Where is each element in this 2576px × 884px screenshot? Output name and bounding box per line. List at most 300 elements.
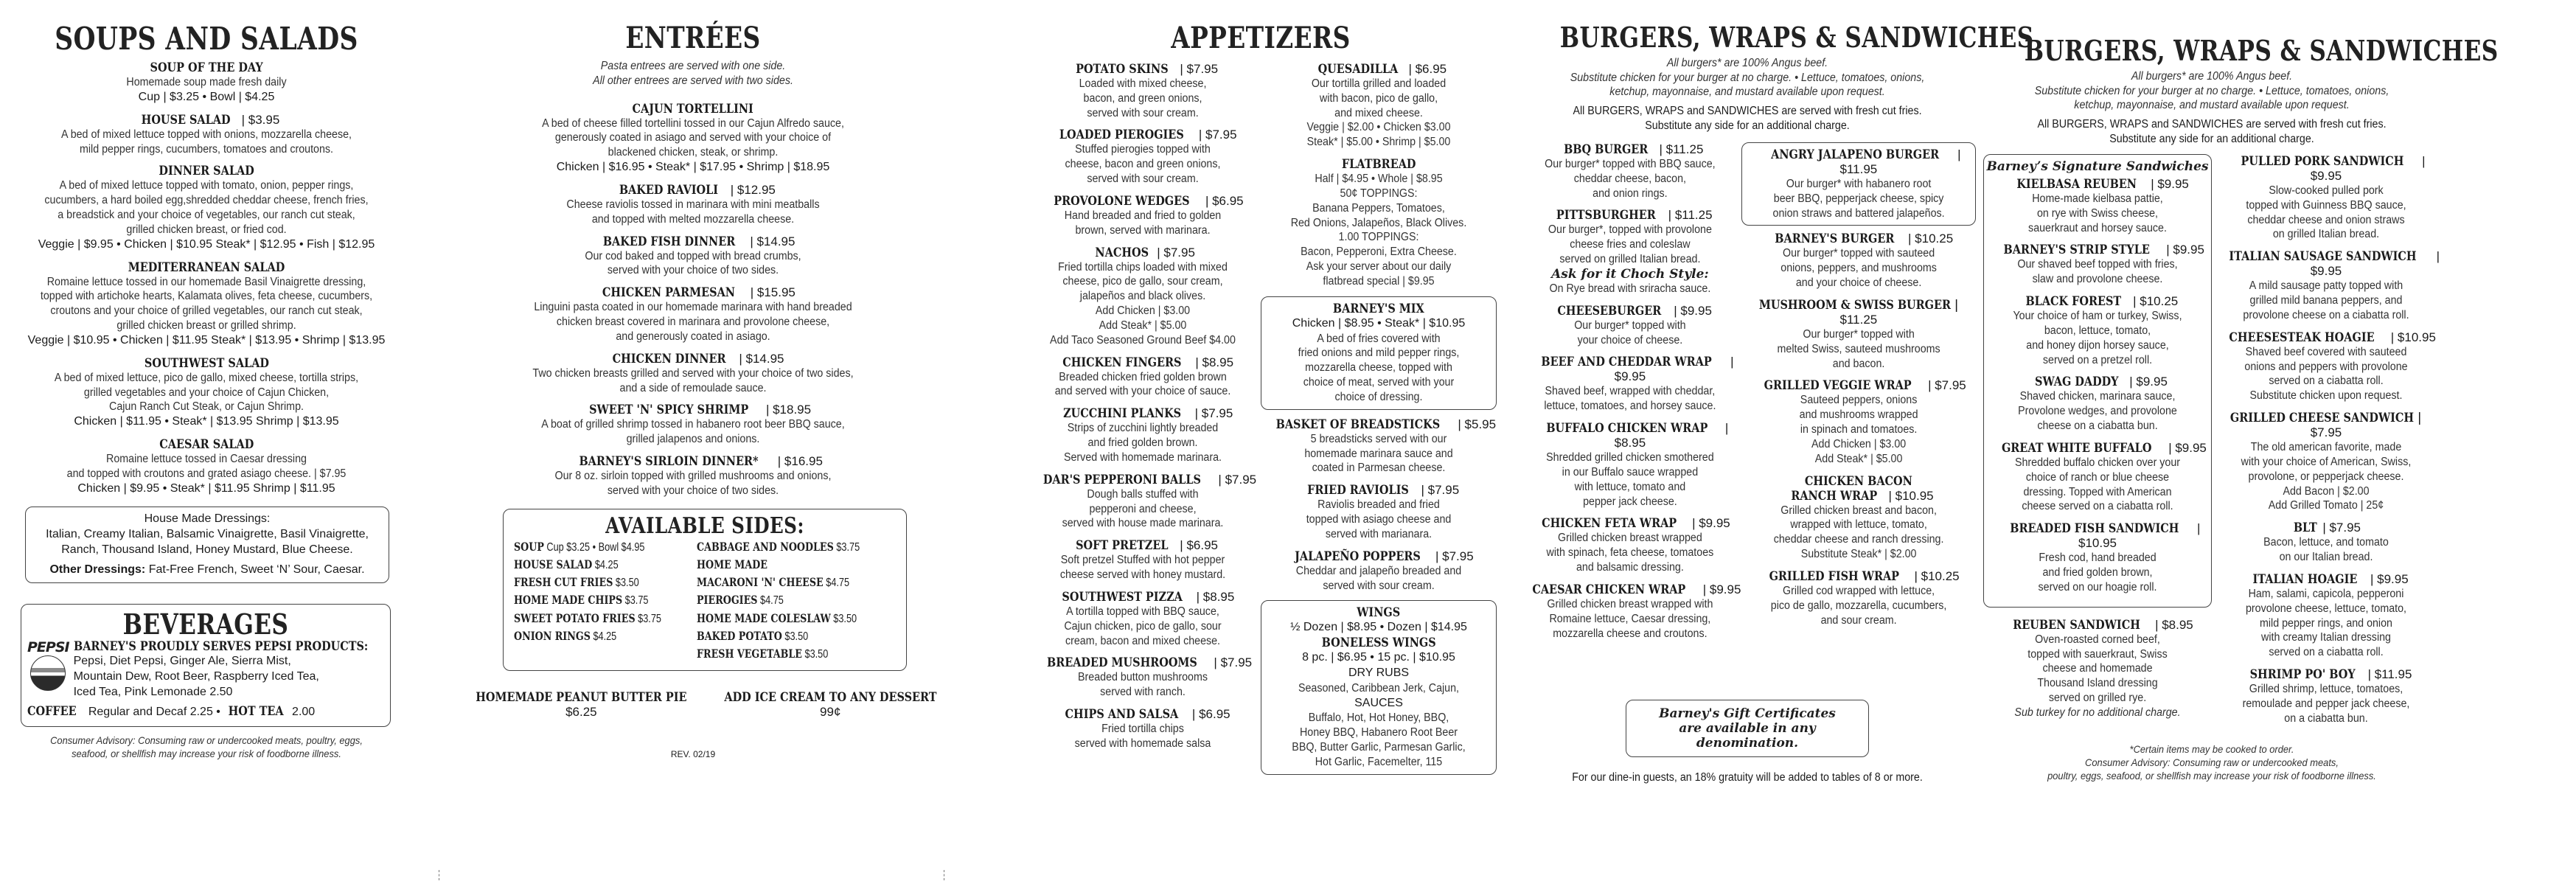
item-price: $11.25 — [1839, 312, 1878, 327]
item-name: SOUTHWEST SALAD — [144, 355, 269, 371]
burger-notes-italic — [1537, 56, 1957, 100]
item-desc: cheese, bacon and green onions, — [1065, 158, 1221, 171]
item-price: | $9.95 — [2310, 153, 2426, 183]
item-heading — [1985, 521, 2210, 551]
item-desc: The old american favorite, made — [2250, 441, 2402, 454]
item-heading — [1741, 569, 1976, 584]
item-desc: Add Taco Seasoned Ground Beef $4.00 — [1050, 333, 1236, 347]
item-desc: a breadstick and your choice of vegetables, our ranch cut steak, — [58, 209, 355, 222]
text-line: ketchup, mayonnaise, and mustard available upon request. — [1609, 86, 1885, 99]
item-price: | $7.95 — [1417, 483, 1460, 498]
item-desc: Veggie | $2.00 • Chicken $3.00 — [1306, 121, 1451, 134]
item-desc: Our burger*, topped with provolone — [1548, 223, 1712, 237]
item-price: | $18.95 — [762, 403, 812, 417]
item-desc: topped with Guinness BBQ sauce, — [2246, 198, 2406, 212]
item-desc: Substitute Steak* | $2.00 — [1800, 548, 1917, 561]
menu-item — [1519, 208, 1741, 296]
menu-item — [457, 285, 929, 344]
item-desc: Fried tortilla chips — [1101, 723, 1184, 736]
item-desc: Romaine lettuce, Caesar dressing, — [1549, 612, 1711, 625]
text-line: Hot Garlic, Facemelter, 115 — [1315, 755, 1443, 768]
item-desc: Add Bacon | $2.00 — [2283, 484, 2370, 498]
dressings-box — [25, 507, 389, 582]
item-prices: Chicken | $9.95 • Steak* | $11.95 Shrimp | $11.95 — [77, 481, 335, 495]
page-appetizers — [1010, 0, 1511, 884]
menu-item — [0, 260, 413, 349]
side-item — [514, 574, 664, 591]
item-desc: A mild sausage patty topped with — [2249, 279, 2403, 293]
menu-item — [1025, 473, 1261, 531]
side-price: $4.25 — [592, 558, 619, 571]
item-heading — [2212, 249, 2440, 279]
item-name: NACHOS — [1095, 245, 1149, 260]
item-name: BARNEY'S STRIP STYLE — [2003, 243, 2150, 258]
item-desc: grilled chicken breast or grilled shrimp. — [116, 319, 296, 333]
item-price: | $11.95 — [2364, 667, 2412, 681]
menu-item — [1261, 549, 1497, 594]
menu-item — [1741, 232, 1976, 290]
text-line: BBQ, Butter Garlic, Parmesan Garlic, — [1292, 741, 1466, 754]
sandwich-footer — [2002, 743, 2422, 783]
menu-item — [2212, 330, 2440, 403]
item-desc: cheddar cheese and ranch dressing. — [1773, 533, 1944, 546]
item-desc: cheddar cheese, bacon, — [1573, 172, 1687, 185]
text-line: Substitute any side for an additional charge. — [2109, 133, 2314, 146]
item-price: | $14.95 — [746, 234, 796, 248]
item-name: JALAPEÑO POPPERS — [1295, 549, 1421, 564]
item-name: RANCH WRAP — [1791, 488, 1878, 504]
side-item — [697, 591, 860, 609]
item-desc: Our cod baked and topped with bread crumbs, — [585, 249, 801, 262]
item-desc: A tortilla topped with BBQ sauce, — [1066, 605, 1219, 618]
item-name: CAESAR SALAD — [159, 436, 254, 452]
item-prices: Cup | $3.25 • Bowl | $4.25 — [138, 91, 275, 104]
item-price: | $9.95 — [1614, 355, 1734, 384]
page-soups-salads — [0, 0, 413, 884]
item-price: | $9.95 — [1688, 516, 1730, 531]
item-desc: coated in Parmesan cheese. — [1312, 462, 1446, 475]
item-name: BBQ BURGER — [1564, 142, 1649, 157]
menu-item — [0, 356, 413, 430]
item-desc: Home-made kielbasa pattie, — [2032, 192, 2163, 205]
item-desc: cheese fries and coleslaw — [1570, 238, 1691, 251]
item-desc: pepper jack cheese. — [1583, 495, 1677, 508]
item-name: GRILLED FISH WRAP — [1769, 568, 1900, 584]
item-price: | $6.95 — [1404, 62, 1447, 76]
boneless-wings-prices: 8 pc. | $6.95 • 15 pc. | $10.95 — [1302, 651, 1455, 664]
item-name: BEEF AND CHEDDAR WRAP — [1541, 355, 1712, 370]
item-price: | $9.95 — [2162, 243, 2204, 257]
side-name: SWEET POTATO FRIES — [514, 610, 636, 625]
side-name: MACARONI 'N' CHEESE — [697, 575, 824, 590]
item-desc: Two chicken breasts grilled and served with your choice of two sides, — [532, 366, 854, 380]
side-item — [514, 627, 664, 645]
menu-item — [1519, 421, 1741, 509]
item-desc: and fried golden brown, — [2042, 566, 2153, 580]
item-desc: Banana Peppers, Tomatoes, — [1312, 201, 1445, 215]
item-desc: served with ranch. — [1100, 686, 1186, 699]
item-heading — [457, 454, 929, 469]
text-line: All BURGERS, WRAPS and SANDWICHES are served with fresh cut fries. — [2037, 118, 2387, 131]
item-desc: on our Italian bread. — [2279, 551, 2373, 564]
item-price: | $11.25 — [1655, 142, 1704, 156]
text-line: fried onions and mild pepper rings, — [1298, 347, 1460, 360]
item-desc: Breaded chicken fried golden brown — [1059, 370, 1227, 383]
menu-item — [1261, 483, 1497, 541]
item-desc: provolone cheese on a ciabatta roll. — [2243, 308, 2409, 321]
item-desc: Dough balls stuffed with — [1087, 487, 1199, 501]
side-price: $3.75 — [834, 540, 860, 554]
item-price: | $14.95 — [735, 351, 784, 366]
item-heading — [457, 352, 929, 366]
item-desc: Shredded grilled chicken smothered — [1546, 451, 1714, 464]
text-line: *Certain items may be cooked to order. — [2129, 743, 2294, 756]
signature-sandwiches-box — [1983, 154, 2212, 608]
side-item — [697, 556, 860, 574]
item-price: | $7.95 — [1924, 378, 1966, 393]
menu-item — [1261, 417, 1497, 476]
item-desc: on rye with Swiss cheese, — [2036, 206, 2159, 220]
item-desc: A bed of mixed lettuce topped with onions, mozzarella cheese, — [61, 128, 352, 141]
coffee-price: Regular and Decaf 2.25 • — [85, 705, 224, 718]
sides-title: AVAILABLE SIDES: — [605, 512, 804, 539]
item-name: ITALIAN HOAGIE — [2252, 571, 2358, 587]
side-item — [697, 645, 860, 663]
item-heading — [2212, 667, 2440, 682]
menu-item — [2212, 521, 2440, 565]
item-desc: 5 breadsticks served with our — [1310, 432, 1447, 445]
item-name: PROVOLONE WEDGES — [1054, 193, 1190, 209]
item-heading — [457, 183, 929, 198]
item-desc: Cheese raviolis tossed in marinara with mini meatballs — [566, 198, 820, 211]
menu-item — [457, 102, 929, 175]
item-desc: choice of ranch or blue cheese — [2025, 470, 2170, 484]
item-name: CHICKEN FETA WRAP — [1542, 516, 1677, 532]
menu-item — [0, 113, 413, 157]
item-price: | $11.25 — [1664, 208, 1713, 223]
side-name: FRESH VEGETABLE — [697, 647, 803, 661]
menu-item — [1983, 618, 2212, 720]
item-desc: and sour cream. — [1820, 613, 1897, 627]
gratuity-note: For our dine-in guests, an 18% gratuity will be added to tables of 8 or more. — [1572, 771, 1923, 784]
dessert-price: $6.25 — [565, 705, 597, 720]
side-price: $4.75 — [757, 594, 784, 608]
item-desc: on grilled Italian bread. — [2272, 228, 2380, 241]
item-heading — [1741, 232, 1976, 246]
item-price: | $7.95 — [1191, 406, 1233, 421]
pepsi-logo — [27, 639, 69, 691]
item-desc: Strips of zucchini lightly breaded — [1067, 422, 1219, 435]
item-desc: with your choice of American, Swiss, — [2241, 455, 2412, 468]
item-prices: Chicken | $16.95 • Steak* | $17.95 • Shrimp | $18.95 — [556, 161, 830, 174]
tea-price: 2.00 — [288, 705, 316, 718]
item-heading — [1741, 489, 1976, 504]
item-desc: Red Onions, Jalapeños, Black Olives. — [1290, 216, 1467, 229]
item-price: | $10.25 — [1904, 232, 1954, 246]
menu-item — [2212, 572, 2440, 660]
wings-box — [1261, 600, 1497, 774]
menu-item — [1025, 655, 1261, 700]
menu-item — [0, 164, 413, 252]
text-line: All BURGERS, WRAPS and SANDWICHES are served with fresh cut fries. — [1573, 105, 1922, 118]
item-desc: Grilled chicken breast and bacon, — [1780, 504, 1937, 517]
soups-salads-list — [0, 60, 413, 496]
menu-item — [457, 352, 929, 396]
dressings-list-2: Ranch, Thousand Island, Honey Mustard, Blue Cheese. — [61, 543, 353, 557]
item-desc: Steak* | $5.00 • Shrimp | $5.00 — [1306, 136, 1451, 149]
item-name: FRIED RAVIOLIS — [1306, 483, 1409, 498]
item-desc: Oven-roasted corned beef, — [2035, 633, 2160, 646]
item-heading — [1519, 355, 1741, 384]
side-price: $3.75 — [635, 612, 661, 625]
tea-label: HOT TEA — [228, 703, 284, 719]
item-desc: Grilled chicken breast wrapped with — [1547, 597, 1713, 610]
sides-box — [503, 509, 907, 672]
item-price: | $7.95 — [1153, 245, 1195, 260]
text-line: choice of meat, served with your — [1303, 376, 1455, 389]
item-heading — [1025, 62, 1261, 77]
menu-item — [1985, 441, 2210, 514]
other-dressings — [32, 563, 383, 578]
item-desc: and mixed cheese. — [1334, 106, 1423, 119]
item-desc: and balsamic dressing. — [1576, 561, 1684, 574]
item-desc: and honey dijon horsey sauce, — [2026, 338, 2169, 352]
wings-title: WINGS — [1357, 605, 1401, 621]
item-desc: served on a ciabatta roll. — [2269, 646, 2384, 659]
item-heading — [457, 285, 929, 300]
item-price: | $5.95 — [1454, 417, 1497, 431]
item-desc: Shredded buffalo chicken over your — [2014, 456, 2181, 469]
side-price: $3.50 — [613, 577, 639, 590]
coffee-tea-line — [27, 703, 384, 720]
item-heading — [2212, 154, 2440, 184]
item-heading — [1985, 294, 2210, 309]
item-name: BAKED FISH DINNER — [602, 234, 735, 249]
other-dressings-list: Fat-Free French, Sweet ‘N’ Sour, Caesar. — [145, 563, 365, 576]
item-desc: A bed of mixed lettuce topped with tomato, onion, pepper rings, — [59, 179, 354, 192]
side-item — [514, 556, 664, 574]
item-name: POTATO SKINS — [1075, 62, 1169, 77]
item-heading — [457, 102, 929, 116]
angry-jalapeno-box — [1741, 142, 1976, 226]
item-name: SHRIMP PO' BOY — [2249, 667, 2356, 682]
item-heading — [1985, 375, 2210, 389]
item-name: BLT — [2293, 521, 2317, 536]
item-desc: melted Swiss, sauteed mushrooms — [1777, 342, 1940, 355]
item-heading — [2212, 572, 2440, 587]
consumer-advisory — [16, 734, 396, 761]
menu-item — [1985, 177, 2210, 235]
item-desc: grilled jalapenos and onions. — [626, 433, 760, 446]
item-desc: served on a ciabatta roll. — [2269, 375, 2384, 388]
entrees-list — [457, 102, 929, 498]
menu-item — [1025, 128, 1261, 186]
menu-item — [1741, 378, 1976, 466]
pepsi-headline: BARNEY'S PROUDLY SERVES PEPSI PRODUCTS: — [73, 639, 368, 655]
gift-line: Barney's Gift Certificates — [1659, 706, 1836, 722]
gutter-mark — [439, 870, 440, 880]
side-price: $3.50 — [782, 630, 809, 643]
item-desc: pico de gallo, mozzarella, cucumbers, — [1770, 599, 1947, 612]
side-name: ONION RINGS — [514, 628, 591, 643]
menu-item — [457, 403, 929, 447]
beverage-line: Pepsi, Diet Pepsi, Ginger Ale, Sierra Mist, — [73, 655, 291, 668]
side-name: HOME MADE — [697, 557, 768, 571]
item-desc: flatbread special | $9.95 — [1323, 274, 1435, 288]
sides-grid — [514, 538, 896, 664]
text-line: choice of dressing. — [1334, 390, 1423, 403]
item-name: CHEESESTEAK HOAGIE — [2229, 330, 2375, 345]
item-heading — [1519, 421, 1741, 450]
item-name: GREAT WHITE BUFFALO — [2002, 440, 2152, 456]
item-heading — [1985, 441, 2210, 456]
page-burgers — [1519, 0, 2034, 884]
wings-prices: ½ Dozen | $8.95 • Dozen | $14.95 — [1290, 621, 1467, 634]
sides-left-column — [514, 538, 697, 664]
item-desc — [1273, 332, 1483, 405]
item-price: | $3.95 — [237, 112, 280, 127]
item-price: | $9.95 — [2126, 375, 2168, 389]
side-name: HOME MADE COLESLAW — [697, 610, 832, 625]
item-price: | $10.25 — [1910, 568, 1960, 583]
item-desc: Served with homemade marinara. — [1063, 450, 1222, 464]
item-desc: Substitute chicken upon request. — [2249, 389, 2403, 403]
item-note: Sub turkey for no additional charge. — [2014, 706, 2181, 719]
item-desc: Stuffed pierogies topped with — [1075, 143, 1211, 156]
item-name: ITALIAN SAUSAGE SANDWICH — [2229, 249, 2417, 265]
item-desc: Shaved chicken, marinara sauce, — [2019, 390, 2176, 403]
item-desc: cucumbers, a hard boiled egg,shredded cheddar cheese, french fries, — [44, 194, 369, 207]
text-line: onion straws and battered jalapeños. — [1772, 206, 1945, 220]
item-price: | $9.95 — [1699, 582, 1741, 596]
item-name: CHIPS AND SALSA — [1065, 707, 1179, 723]
item-desc: Our tortilla grilled and loaded — [1311, 77, 1447, 90]
item-heading — [2212, 330, 2440, 345]
gutter-mark — [944, 870, 945, 880]
item-desc: Grilled cod wrapped with lettuce, — [1782, 584, 1935, 597]
item-desc: Grilled chicken breast wrapped — [1558, 532, 1702, 545]
dessert-name: ADD ICE CREAM TO ANY DESSERT — [724, 690, 937, 706]
menu-item — [1985, 375, 2210, 433]
item-desc: onions, peppers, and mushrooms — [1780, 262, 1937, 275]
item-name: DINNER SALAD — [159, 164, 254, 179]
sandwiches-columns — [1983, 154, 2440, 734]
menu-item — [1519, 516, 1741, 574]
item-name: SOUTHWEST PIZZA — [1062, 589, 1183, 605]
item-name: ANGRY JALAPENO BURGER — [1771, 147, 1940, 162]
text-line: Buffalo, Hot, Hot Honey, BBQ, — [1308, 711, 1449, 725]
item-name: PITTSBURGHER — [1556, 208, 1657, 223]
revision-date: REV. 02/19 — [670, 749, 716, 760]
item-desc: with lettuce, tomato and — [1574, 480, 1686, 493]
menu-item — [1985, 521, 2210, 594]
item-desc: Our burger* topped with sauteed — [1782, 247, 1935, 260]
item-heading — [1025, 707, 1261, 722]
item-desc: with spinach, feta cheese, tomatoes — [1546, 546, 1714, 560]
item-heading — [1741, 298, 1976, 327]
item-heading — [1985, 243, 2210, 257]
item-heading — [1261, 549, 1497, 564]
item-name: SWEET 'N' SPICY SHRIMP — [588, 403, 749, 418]
item-name: BARNEY'S BURGER — [1774, 232, 1894, 247]
item-price: | $10.95 — [2078, 521, 2201, 551]
item-heading — [1261, 417, 1497, 432]
item-price: | $10.95 — [1884, 488, 1934, 503]
text-line: Honey BBQ, Habanero Root Beer — [1299, 726, 1458, 739]
menu-item — [457, 234, 929, 279]
item-desc: Add Grilled Tomato | 25¢ — [2268, 499, 2384, 512]
item-desc — [1752, 177, 1964, 220]
item-desc: cream, bacon and mixed cheese. — [1065, 634, 1221, 647]
text-line: A bed of fries covered with — [1317, 332, 1441, 345]
boneless-wings-title: BONELESS WINGS — [1321, 636, 1436, 651]
item-desc: in our Buffalo sauce wrapped — [1562, 465, 1699, 478]
pepsi-row — [27, 639, 384, 700]
beverages-title: BEVERAGES — [122, 607, 289, 641]
text-line: beer BBQ, pepperjack cheese, spicy — [1773, 192, 1944, 205]
item-desc: Our burger* topped with — [1803, 327, 1915, 341]
item-name: BASKET OF BREADSTICKS — [1275, 417, 1441, 432]
item-name: SOUP OF THE DAY — [150, 60, 263, 76]
side-price: $3.75 — [622, 594, 649, 608]
item-desc: Our shaved beef topped with fries, — [2017, 258, 2178, 271]
item-desc: Add Chicken | $3.00 — [1811, 437, 1906, 450]
item-heading — [1983, 618, 2212, 633]
menu-item — [1025, 590, 1261, 648]
side-name: HOME MADE CHIPS — [514, 593, 623, 608]
item-desc: remoulade and pepper jack cheese, — [2242, 697, 2410, 710]
side-name: PIEROGIES — [697, 593, 758, 608]
item-desc: A bed of mixed lettuce, pico de gallo, mixed cheese, tortilla strips, — [54, 371, 359, 384]
text-line: ketchup, mayonnaise, and mustard available upon request. — [2074, 99, 2350, 112]
item-heading — [1025, 655, 1261, 670]
item-desc: cheese served with honey mustard. — [1059, 568, 1226, 582]
note-line: Pasta entrees are served with one side. — [600, 60, 786, 72]
side-price: $4.75 — [824, 577, 850, 590]
menu-item — [1025, 194, 1261, 238]
item-price: | $7.95 — [1210, 655, 1253, 670]
item-heading — [0, 356, 413, 371]
menu-item — [1519, 304, 1741, 348]
page-entrees — [457, 0, 937, 884]
menu-item — [1025, 62, 1261, 120]
item-desc: slaw and provolone cheese. — [2032, 273, 2163, 286]
menu-item — [1985, 294, 2210, 367]
item-prices: Chicken | $11.95 • Steak* | $13.95 Shrimp | $13.95 — [74, 415, 339, 428]
item-desc: homemade marinara sauce and — [1304, 447, 1453, 460]
item-price: | $7.95 — [1214, 472, 1257, 487]
menu-item — [1741, 474, 1976, 562]
item-desc: Bacon, Pepperoni, Extra Cheese. — [1301, 246, 1457, 259]
item-desc: your choice of cheese. — [1577, 333, 1683, 347]
item-name: BAKED RAVIOLI — [619, 182, 719, 198]
item-price: | $7.95 — [2319, 521, 2361, 535]
item-price: | $9.95 — [2367, 571, 2409, 586]
dessert-item — [706, 690, 955, 720]
item-desc: Fresh cod, hand breaded — [2039, 551, 2156, 565]
item-heading — [1025, 538, 1261, 553]
item-name: CHICKEN FINGERS — [1062, 355, 1182, 370]
item-name: CAJUN TORTELLINI — [632, 101, 754, 116]
item-heading — [1025, 473, 1261, 487]
item-heading — [457, 403, 929, 417]
menu-item — [0, 60, 413, 105]
dry-rubs-list: Seasoned, Caribbean Jerk, Cajun, — [1298, 681, 1459, 695]
item-desc: topped with sauerkraut, Swiss — [2027, 647, 2168, 661]
item-price: | $9.95 — [1670, 303, 1712, 318]
side-name: HOUSE SALAD — [514, 557, 593, 571]
item-desc: and your choice of cheese. — [1795, 276, 1922, 290]
